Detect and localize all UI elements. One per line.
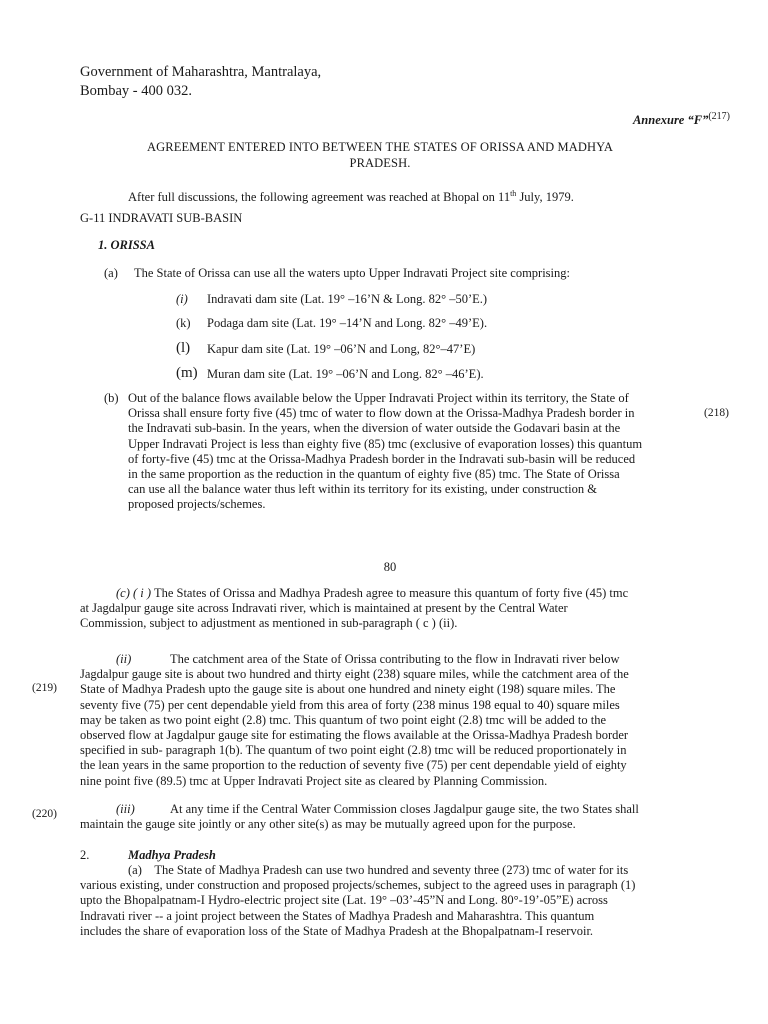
annexure-label xyxy=(633,111,730,128)
site-label: (i) xyxy=(176,292,188,306)
text-line: observed flow at Jagdalpur gauge site for estimating the flows available at the Orissa-Madhya Pradesh border xyxy=(80,728,629,743)
title-line-1: AGREEMENT ENTERED INTO BETWEEN THE STATES OF ORISSA AND MADHYA xyxy=(147,140,613,154)
text-line: Indravati river -- a joint project between the States of Madhya Pradesh and Maharashtra. This quantum xyxy=(80,908,595,923)
sender-address xyxy=(80,63,321,101)
text-line: at Jagdalpur gauge site across Indravati river, which is maintained at present by the Central Water xyxy=(80,601,568,616)
margin-ref: (220) xyxy=(32,808,57,820)
text-line: specified in sub- paragraph 1(b). The quantum of two point eight (2.8) tmc will be reduced proportionately in xyxy=(80,743,627,758)
orissa-heading: 1. ORISSA xyxy=(98,238,155,252)
c-ii-paragraph xyxy=(80,652,706,789)
c-i-paragraph xyxy=(80,586,706,632)
orissa-b-paragraph xyxy=(128,391,729,513)
text-line: in the same proportion as the reduction in the quantum of eighty five (85) tmc. The State of Orissa xyxy=(128,467,620,482)
text-line: includes the share of evaporation loss of the State of Madhya Pradesh at the Bhopalpatnam-I reservoir. xyxy=(80,923,594,938)
intro-sup: th xyxy=(510,189,517,198)
text-line: the Indravati sub-basin. In the years, when the diversion of water outside the Godavari basin at the xyxy=(128,421,621,436)
c-ii-label: (ii) xyxy=(116,652,132,666)
madhya-heading: Madhya Pradesh xyxy=(128,848,216,862)
page-number: 80 xyxy=(383,560,397,574)
orissa-b-label: (b) xyxy=(104,391,119,405)
text-line: Out of the balance flows available below the Upper Indravati Project within its territory, the State of xyxy=(128,391,629,405)
site-label: (k) xyxy=(176,316,191,330)
address-line-1: Government of Maharashtra, Mantralaya, xyxy=(80,64,322,80)
text-line: of forty-five (45) tmc at the Orissa-Madhya Pradesh border in the Indravati sub-basin will be reduced xyxy=(128,451,636,466)
text-line: may be taken as two point eight (2.8) tmc. This quantum of two point eight (2.8) tmc will be added to the xyxy=(80,712,607,727)
title-line-2: PRADESH. xyxy=(349,156,411,170)
site-label: (l) xyxy=(176,340,191,356)
intro-paragraph xyxy=(128,186,574,205)
site-text: Indravati dam site (Lat. 19° –16’N & Long. 82° –50’E.) xyxy=(207,292,488,306)
intro-post: July, 1979. xyxy=(516,190,574,205)
text-line: The catchment area of the State of Orissa contributing to the flow in Indravati river below xyxy=(170,652,620,666)
margin-ref: (218) xyxy=(704,407,729,420)
text-line: (c) ( i ) The States of Orissa and Madhya Pradesh agree to measure this quantum of forty five (45) tmc xyxy=(116,586,629,600)
orissa-a-label: (a) xyxy=(104,266,118,280)
site-text: Podaga dam site (Lat. 19° –14’N and Long. 82° –49’E). xyxy=(207,316,488,330)
text-line: Upper Indravati Project is less than eighty five (85) tmc (exclusive of evaporation losses) this quantum xyxy=(128,436,643,451)
orissa-a-text: The State of Orissa can use all the waters upto Upper Indravati Project site comprising: xyxy=(134,266,570,280)
section-heading: G-11 INDRAVATI SUB-BASIN xyxy=(80,211,243,225)
site-text: Kapur dam site (Lat. 19° –06’N and Long, 82°–47’E) xyxy=(207,342,476,356)
text-line: maintain the gauge site jointly or any other site(s) as may be mutually agreed upon for the purpose. xyxy=(80,817,576,832)
text-line: proposed projects/schemes. xyxy=(128,497,266,512)
annexure-ref: (217) xyxy=(708,111,730,122)
text-line: can use all the balance water thus left within its territory for its existing, under construction & xyxy=(128,482,597,497)
text-line: At any time if the Central Water Commission closes Jagdalpur gauge site, the two States shall xyxy=(170,802,639,816)
text-line: State of Madhya Pradesh upto the gauge site is about one hundred and ninety eight (198) square miles. The xyxy=(80,682,616,697)
intro-pre: After full discussions, the following agreement was reached at Bhopal on 11 xyxy=(128,190,511,205)
text-line: nine point five (89.5) tmc at Upper Indravati Project site as cleared by Planning Commission. xyxy=(80,773,548,788)
text-line: Jagdalpur gauge site is about two hundred and thirty eight (238) square miles, while the catchment area of the xyxy=(80,667,629,682)
text-line: (a) The State of Madhya Pradesh can use two hundred and seventy three (273) tmc of water for its xyxy=(128,863,629,877)
address-line-2: Bombay - 400 032. xyxy=(80,83,192,99)
text-line: the lean years in the same proportion to the reduction of seventy five (75) per cent dependable yield of eighty xyxy=(80,758,627,773)
madhya-a-paragraph xyxy=(80,863,706,939)
site-text: Muran dam site (Lat. 19° –06’N and Long. 82° –46’E). xyxy=(207,367,484,381)
madhya-num: 2. xyxy=(80,848,90,862)
margin-ref: (219) xyxy=(32,682,57,694)
c-i-label: (c) ( i ) xyxy=(116,586,152,600)
madhya-a-label: (a) xyxy=(128,863,142,877)
annexure-text: Annexure “F” xyxy=(632,113,709,128)
text-line: upto the Bhopalpatnam-I Hydro-electric project site (Lat. 19° –03’-45”N and Long. 80°-19’-05”E) across xyxy=(80,893,608,908)
document-title xyxy=(120,139,640,171)
text-line: various existing, under construction and proposed projects/schemes, subject to the agreed uses in paragraph (1) xyxy=(80,878,636,893)
c-iii-label: (iii) xyxy=(116,802,135,816)
text-line: Orissa shall ensure forty five (45) tmc of water to flow down at the Orissa-Madhya Pradesh border in (218) xyxy=(128,406,729,421)
text-line: seventy five (75) per cent dependable yield from this area of forty (238 minus 198 equal to 40) square miles xyxy=(80,697,620,712)
site-label: (m) xyxy=(176,365,198,381)
c-iii-paragraph xyxy=(80,802,706,832)
text-line: Commission, subject to adjustment as mentioned in sub-paragraph ( c ) (ii). xyxy=(80,616,458,631)
